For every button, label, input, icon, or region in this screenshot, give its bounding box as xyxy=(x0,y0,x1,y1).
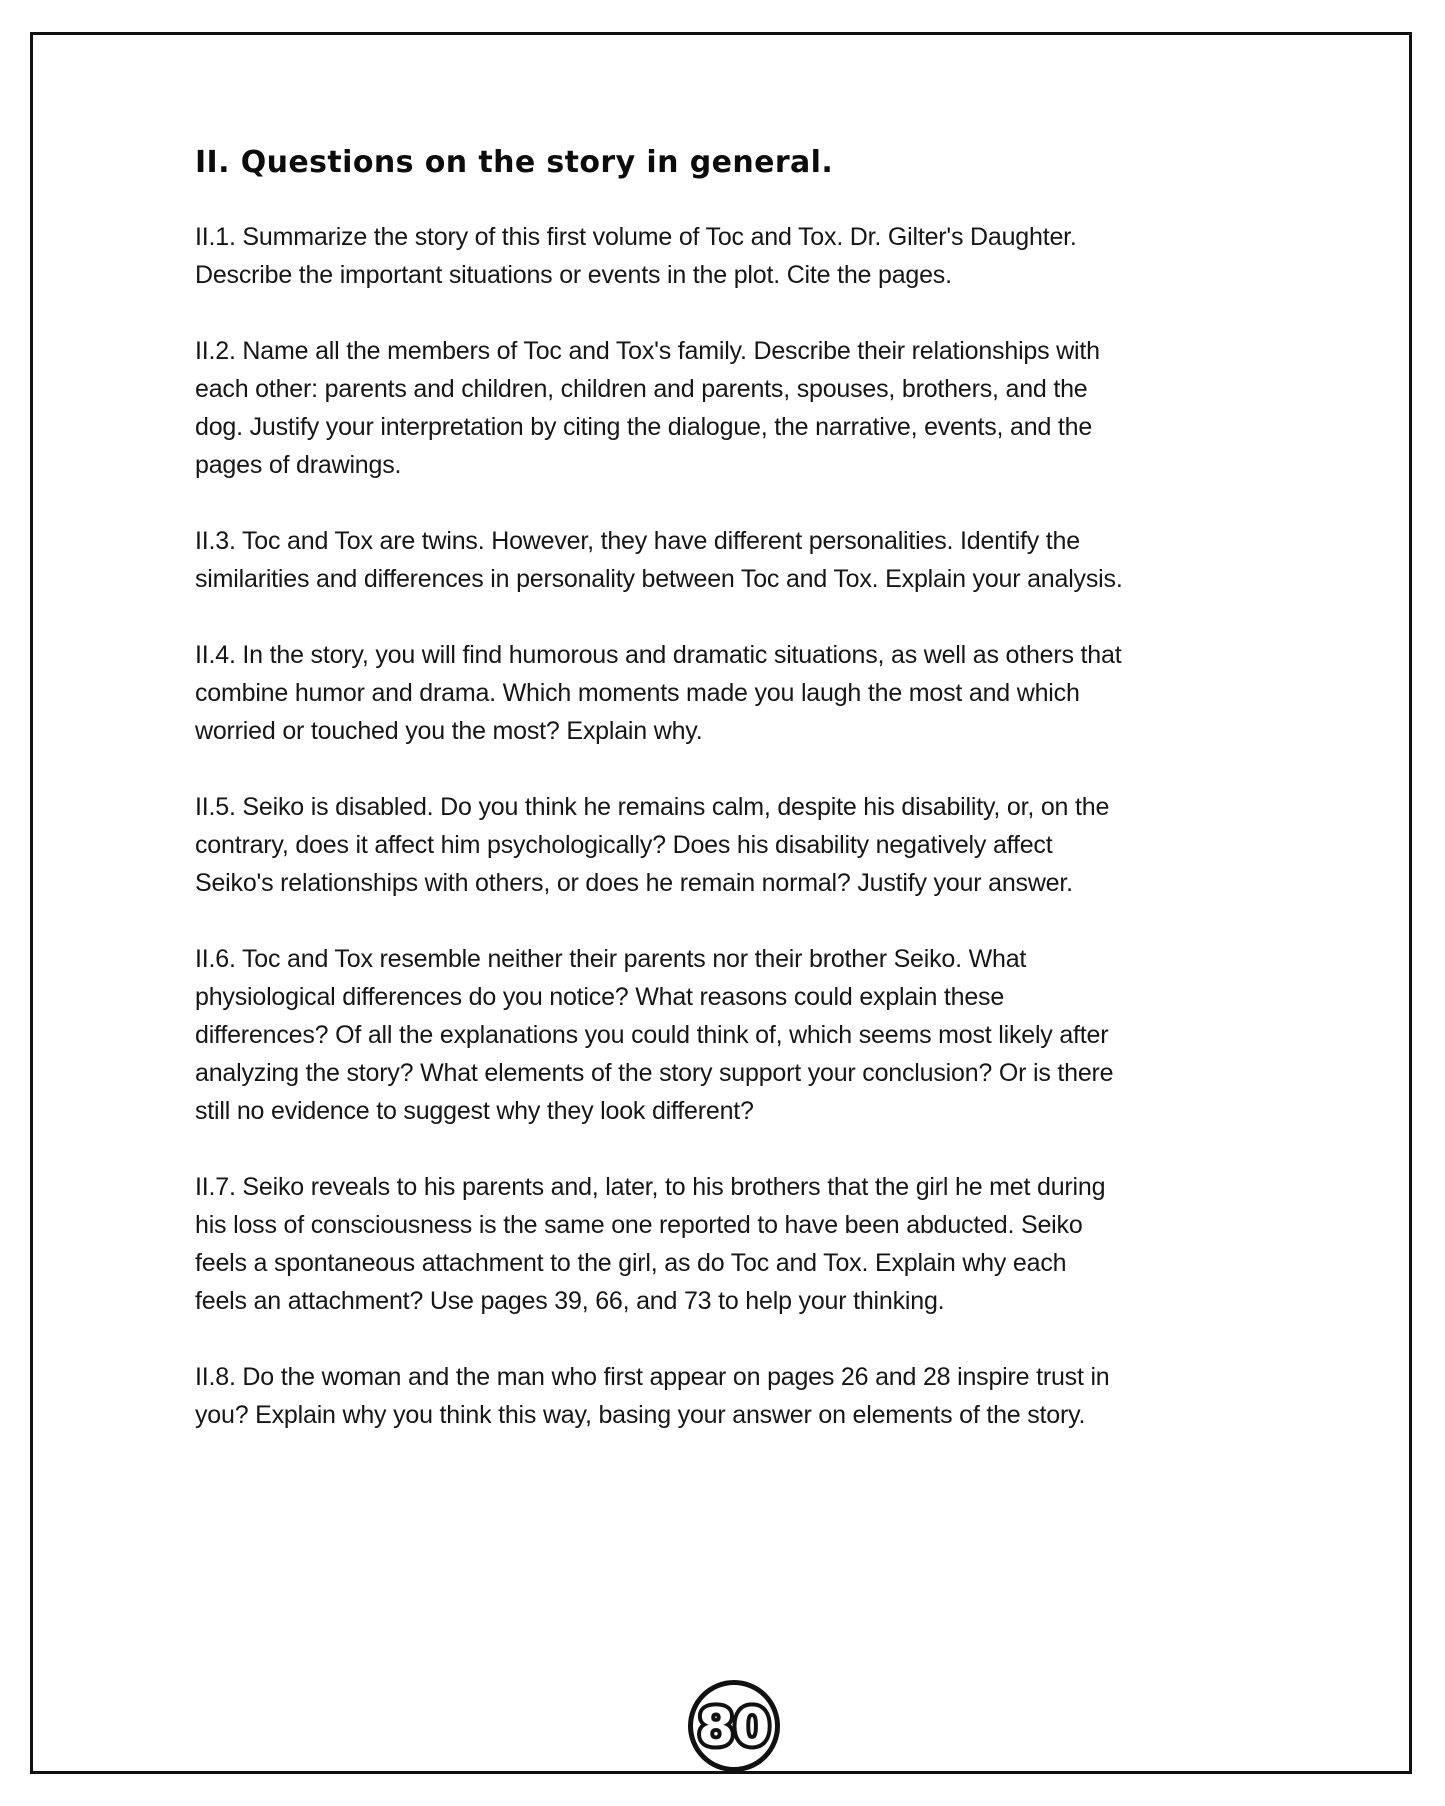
question-paragraph-2: II.2. Name all the members of Toc and Tox's family. Describe their relationships with each other: parents and children, children and parents, spouses, brothers, and the dog. Justify your interpretation by citing the dialogue, the narrative, events, and the pages of drawings. xyxy=(195,337,1100,479)
question-paragraph-1: II.1. Summarize the story of this first volume of Toc and Tox. Dr. Gilter's Daughter. Describe the important situations or events in the plot. Cite the pages. xyxy=(195,223,1077,289)
question-paragraph-8: II.8. Do the woman and the man who first appear on pages 26 and 28 inspire trust in you? Explain why you think this way, basing your answer on elements of the story. xyxy=(195,1363,1110,1429)
question-paragraph-6: II.6. Toc and Tox resemble neither their parents nor their brother Seiko. What physiological differences do you notice? What reasons could explain these differences? Of all the explanations you could think of, which seems most likely after analyzing the story? What elements of the story support your conclusion? Or is there still no evidence to suggest why they look different? xyxy=(195,945,1114,1125)
question-paragraph-7: II.7. Seiko reveals to his parents and, later, to his brothers that the girl he met during his loss of consciousness is the same one reported to have been abducted. Seiko feels a spontaneous attachment to the girl, as do Toc and Tox. Explain why each feels an attachment? Use pages 39, 66, and 73 to help your thinking. xyxy=(195,1173,1106,1315)
question-paragraph-4: II.4. In the story, you will find humorous and dramatic situations, as well as others that combine humor and drama. Which moments made you laugh the most and which worried or touched you the most? Explain why. xyxy=(195,641,1122,745)
page-number-bubble-digits xyxy=(693,1685,775,1767)
question-paragraph-5: II.5. Seiko is disabled. Do you think he remains calm, despite his disability, or, on the contrary, does it affect him psychologically? Does his disability negatively affect Seiko's relationships with others, or does he remain normal? Justify your answer. xyxy=(195,793,1110,897)
questions-section xyxy=(195,145,1123,1472)
page-number-badge xyxy=(688,1680,780,1772)
question-paragraph-3: II.3. Toc and Tox are twins. However, they have different personalities. Identify the similarities and differences in personality between Toc and Tox. Explain your analysis. xyxy=(195,527,1123,593)
section-heading: II. Questions on the story in general. xyxy=(195,145,834,180)
page-number-text: 80 xyxy=(697,1698,771,1758)
page-frame xyxy=(30,32,1412,1774)
